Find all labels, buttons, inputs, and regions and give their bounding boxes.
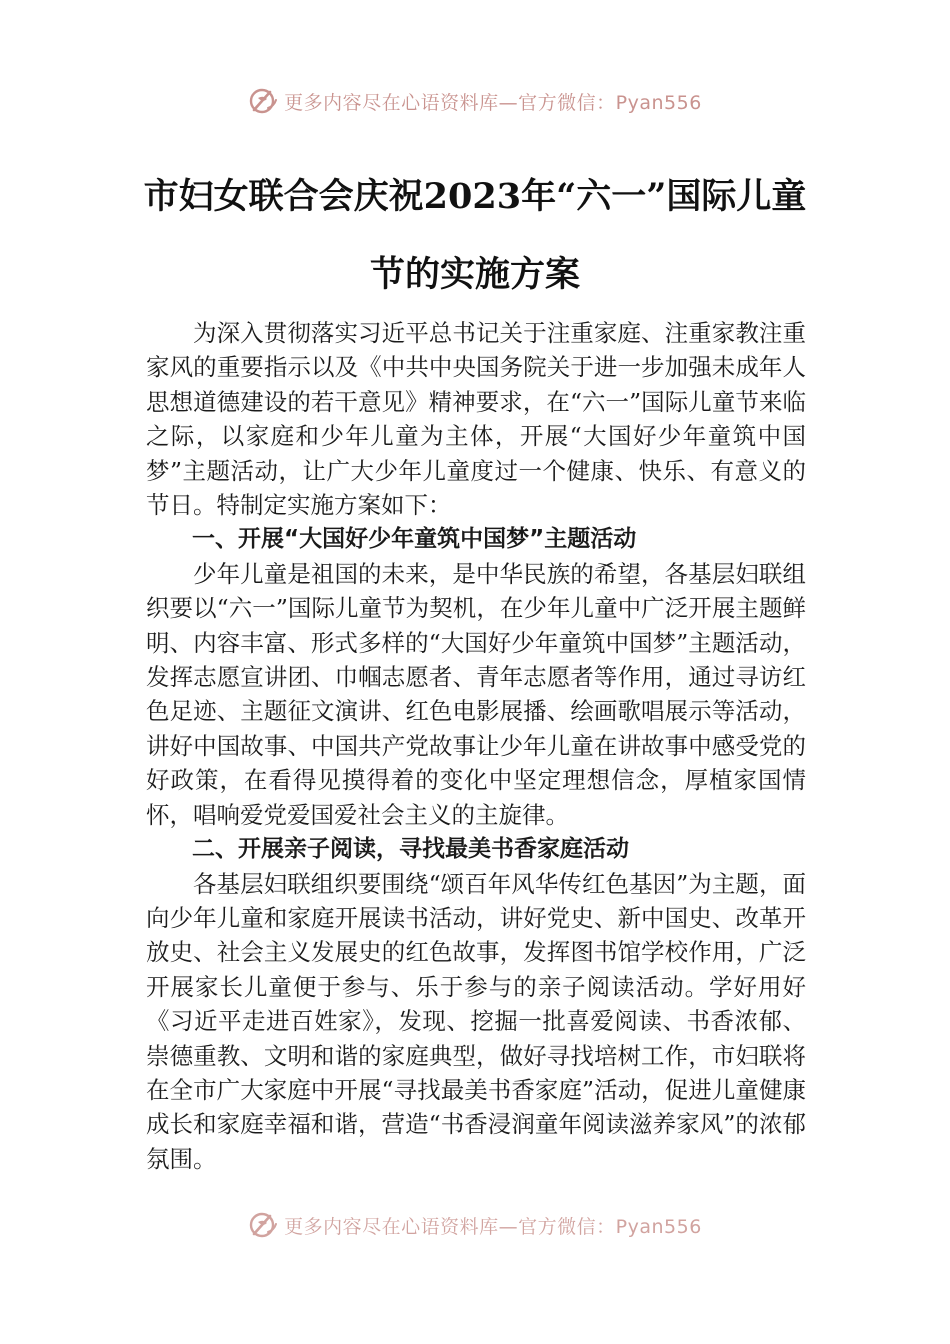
watermark-logo-icon	[248, 86, 278, 116]
watermark-logo-icon	[248, 1210, 278, 1240]
watermark-text: 更多内容尽在心语资料库—官方微信：Pyan556	[284, 91, 702, 114]
intro-paragraph: 为深入贯彻落实习近平总书记关于注重家庭、注重家教注重家风的重要指示以及《中共中央国务院关于进一步加强未成年人思想道德建设的若干意见》精神要求，在“六一”国际儿童节来临之际，以家庭和少年儿童为主体，开展“大国好少年童筑中国梦”主题活动，让广大少年儿童度过一个健康、快乐、有意义的节日。特制定实施方案如下：	[146, 319, 806, 520]
section-heading-1: 一、开展“大国好少年童筑中国梦”主题活动	[192, 526, 637, 553]
watermark-footer	[0, 1210, 950, 1240]
section-body-1: 少年儿童是祖国的未来，是中华民族的希望，各基层妇联组织要以“六一”国际儿童节为契机，在少年儿童中广泛开展主题鲜明、内容丰富、形式多样的“大国好少年童筑中国梦”主题活动，发挥志愿宣讲团、巾帼志愿者、青年志愿者等作用，通过寻访红色足迹、主题征文演讲、红色电影展播、绘画歌唱展示等活动，讲好中国故事、中国共产党故事让少年儿童在讲故事中感受党的好政策，在看得见摸得着的变化中坚定理想信念，厚植家国情怀，唱响爱党爱国爱社会主义的主旋律。	[146, 559, 806, 829]
document-title: 市妇女联合会庆祝2023年“六一”国际儿童节的实施方案	[143, 176, 807, 295]
watermark-header	[0, 86, 950, 116]
section-heading-2: 二、开展亲子阅读，寻找最美书香家庭活动	[192, 836, 629, 863]
document-body	[146, 316, 806, 1176]
watermark-text: 更多内容尽在心语资料库—官方微信：Pyan556	[284, 1215, 702, 1238]
section-body-2: 各基层妇联组织要围绕“颂百年风华传红色基因”为主题，面向少年儿童和家庭开展读书活动，讲好党史、新中国史、改革开放史、社会主义发展史的红色故事，发挥图书馆学校作用，广泛开展家长儿童便于参与、乐于参与的亲子阅读活动。学好用好《习近平走进百姓家》，发现、挖掘一批喜爱阅读、书香浓郁、崇德重教、文明和谐的家庭典型，做好寻找培树工作，市妇联将在全市广大家庭中开展“寻找最美书香家庭”活动，促进儿童健康成长和家庭幸福和谐，营造“书香浸润童年阅读滋养家风”的浓郁氛围。	[146, 869, 806, 1173]
